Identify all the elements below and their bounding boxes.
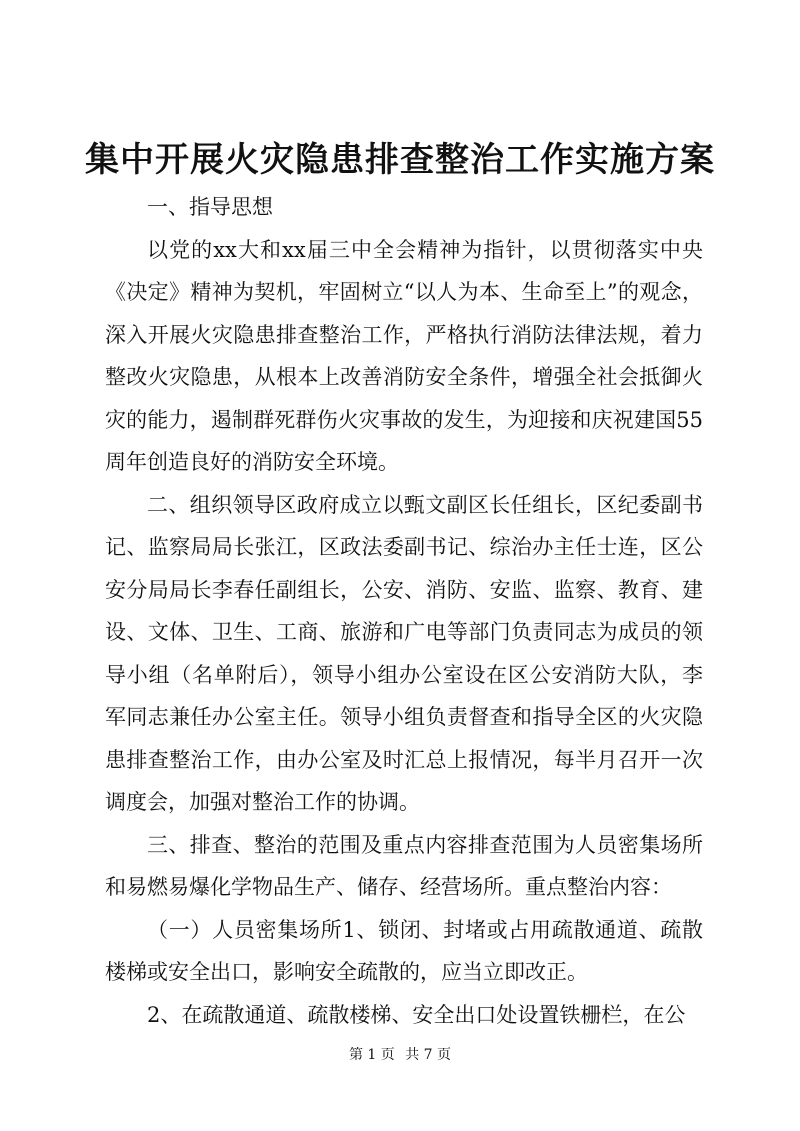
page-total: 共 7 页 [405, 1047, 452, 1063]
paragraph-organization-leadership: 二、组织领导区政府成立以甄文副区长任组长，区纪委副书记、监察局局长张江，区政法委副书记、综治办主任士连，区公安分局局长李春任副组长，公安、消防、安监、监察、教育、建设、文体、卫生、工商、旅游和广电等部门负责同志为成员的领导小组（名单附后），领导小组办公室设在区公安消防大队，李军同志兼任办公室主任。领导小组负责督查和指导全区的火灾隐患排查整治工作，由办公室及时汇总上报情况，每半月召开一次调度会，加强对整治工作的协调。 [105, 492, 703, 814]
page-number: 第 1 页 [348, 1047, 395, 1063]
paragraph-guiding-ideology: 以党的xx大和xx届三中全会精神为指针，以贯彻落实中央《决定》精神为契机，牢固树立“以人为本、生命至上”的观念，深入开展火灾隐患排查整治工作，严格执行消防法律法规，着力整改火灾隐患，从根本上改善消防安全条件，增强全社会抵御火灾的能力，遏制群死群伤火灾事故的发生，为迎接和庆祝建国55周年创造良好的消防安全环境。 [105, 237, 703, 474]
heading-guiding-ideology: 一、指导思想 [147, 195, 273, 219]
paragraph-scope-and-focus: 三、排查、整治的范围及重点内容排查范围为人员密集场所和易燃易爆化学物品生产、储存、经营场所。重点整治内容： [105, 832, 703, 899]
page-footer [0, 1045, 800, 1065]
paragraph-crowded-places-item-1: （一）人员密集场所1、锁闭、封堵或占用疏散通道、疏散楼梯或安全出口，影响安全疏散的，应当立即改正。 [105, 917, 703, 984]
paragraph-crowded-places-item-2: 2、在疏散通道、疏散楼梯、安全出口处设置铁栅栏，在公 [147, 1002, 686, 1027]
document-title: 集中开展火灾隐患排查整治工作实施方案 [85, 140, 715, 180]
document-body [105, 186, 703, 1036]
